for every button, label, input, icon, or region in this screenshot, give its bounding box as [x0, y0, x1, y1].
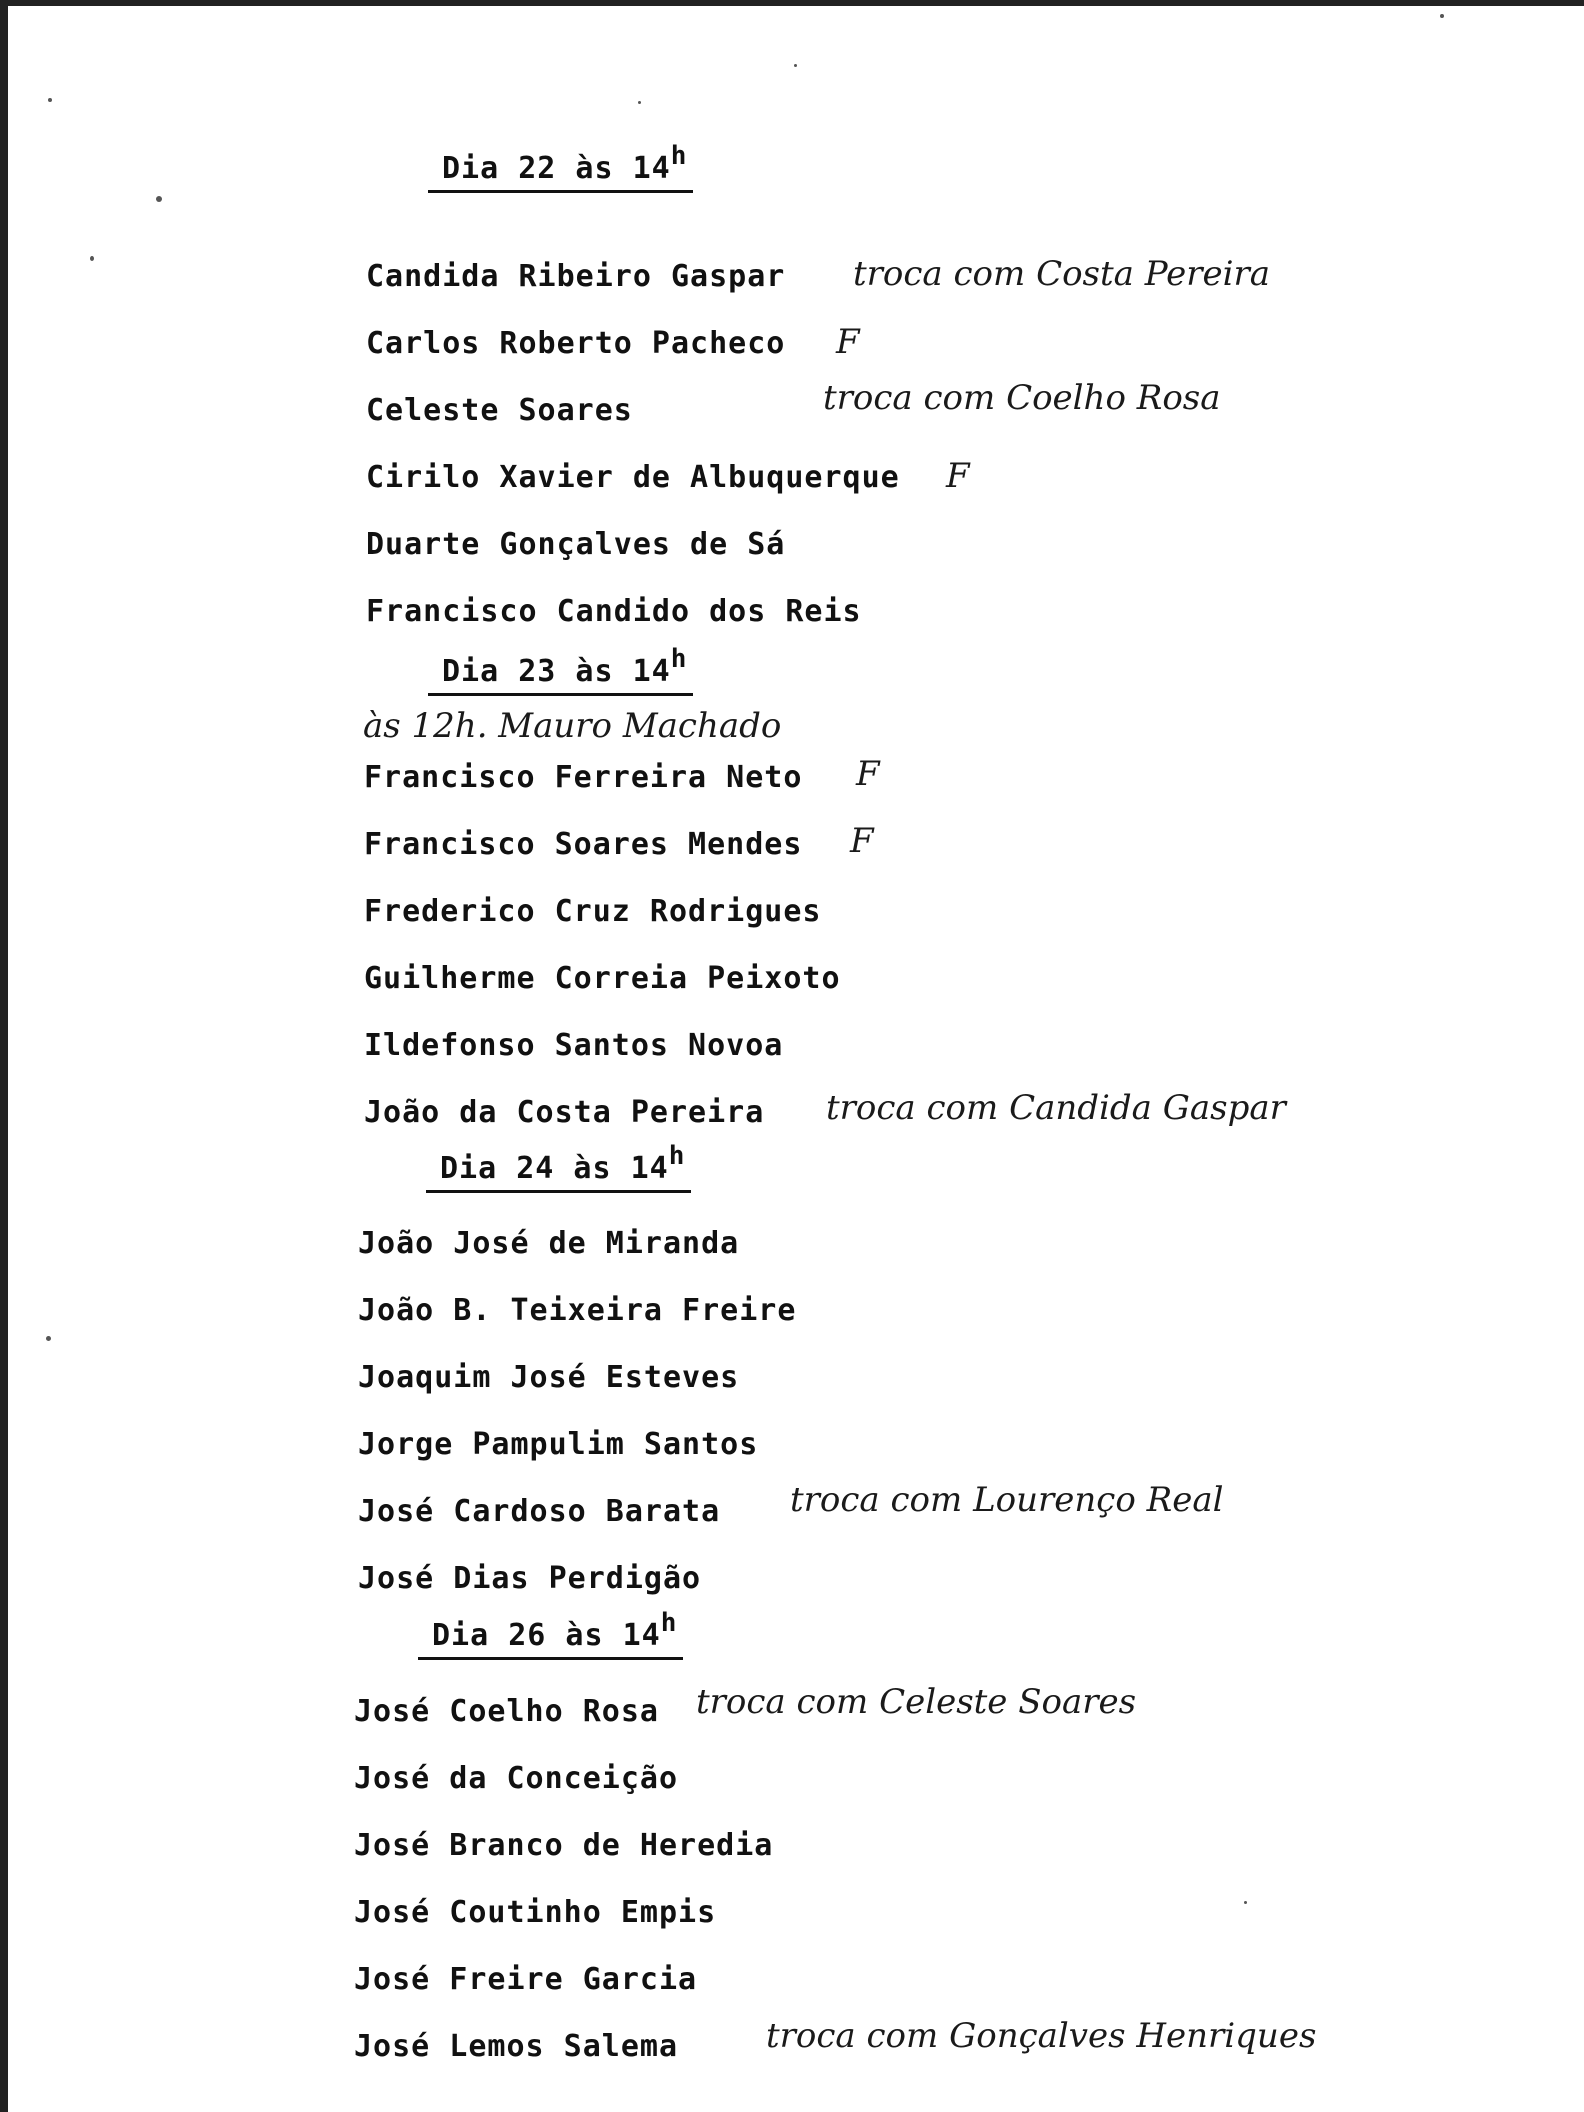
list-item: Duarte Gonçalves de Sá	[366, 527, 786, 562]
list-item: Guilherme Correia Peixoto	[364, 961, 841, 996]
handwritten-note: F	[856, 754, 880, 794]
list-item: Frederico Cruz Rodrigues	[364, 894, 822, 929]
handwritten-note: F	[836, 322, 860, 362]
list-item: Francisco Soares Mendes	[364, 827, 803, 862]
handwritten-note: F	[850, 821, 874, 861]
list-item: João José de Miranda	[358, 1226, 740, 1261]
list-item: José Freire Garcia	[354, 1962, 698, 1997]
list-item: Celeste Soares	[366, 393, 633, 428]
section-heading-day-22: Dia 22 às 14$^h$	[428, 151, 693, 193]
list-item: José Lemos Salema	[354, 2029, 679, 2064]
scan-speck	[1244, 1901, 1247, 1904]
list-item: Francisco Ferreira Neto	[364, 760, 803, 795]
list-item: José Cardoso Barata	[358, 1494, 721, 1529]
list-item: José Coelho Rosa	[354, 1694, 659, 1729]
section-heading-day-26: Dia 26 às 14$^h$	[418, 1618, 683, 1660]
handwritten-note: troca com Lourenço Real	[790, 1480, 1224, 1520]
list-item: Jorge Pampulim Santos	[358, 1427, 759, 1462]
handwritten-note: troca com Costa Pereira	[853, 254, 1270, 294]
list-item: José Dias Perdigão	[358, 1561, 702, 1596]
scan-speck	[1440, 14, 1444, 18]
list-item: Joaquim José Esteves	[358, 1360, 740, 1395]
scan-speck	[46, 1336, 51, 1341]
handwritten-subnote: às 12h. Mauro Machado	[363, 706, 782, 746]
scan-speck	[794, 64, 797, 67]
handwritten-note: troca com Gonçalves Henriques	[766, 2016, 1317, 2056]
list-item: Cirilo Xavier de Albuquerque	[366, 460, 900, 495]
handwritten-note: troca com Celeste Soares	[696, 1682, 1137, 1722]
list-item: José Branco de Heredia	[354, 1828, 774, 1863]
section-heading-day-23: Dia 23 às 14$^h$	[428, 654, 693, 696]
list-item: Ildefonso Santos Novoa	[364, 1028, 784, 1063]
list-item: Candida Ribeiro Gaspar	[366, 259, 786, 294]
handwritten-note: F	[946, 456, 970, 496]
list-item: Francisco Candido dos Reis	[366, 594, 862, 629]
list-item: João B. Teixeira Freire	[358, 1293, 797, 1328]
handwritten-note: troca com Coelho Rosa	[823, 378, 1221, 418]
scan-speck	[48, 98, 52, 102]
list-item: João da Costa Pereira	[364, 1095, 765, 1130]
list-item: José da Conceição	[354, 1761, 679, 1796]
scan-speck	[156, 196, 162, 202]
scan-speck	[90, 256, 94, 261]
list-item: Carlos Roberto Pacheco	[366, 326, 786, 361]
section-heading-day-24: Dia 24 às 14$^h$	[426, 1151, 691, 1193]
scan-speck	[638, 101, 641, 104]
handwritten-note: troca com Candida Gaspar	[826, 1088, 1286, 1128]
list-item: José Coutinho Empis	[354, 1895, 717, 1930]
